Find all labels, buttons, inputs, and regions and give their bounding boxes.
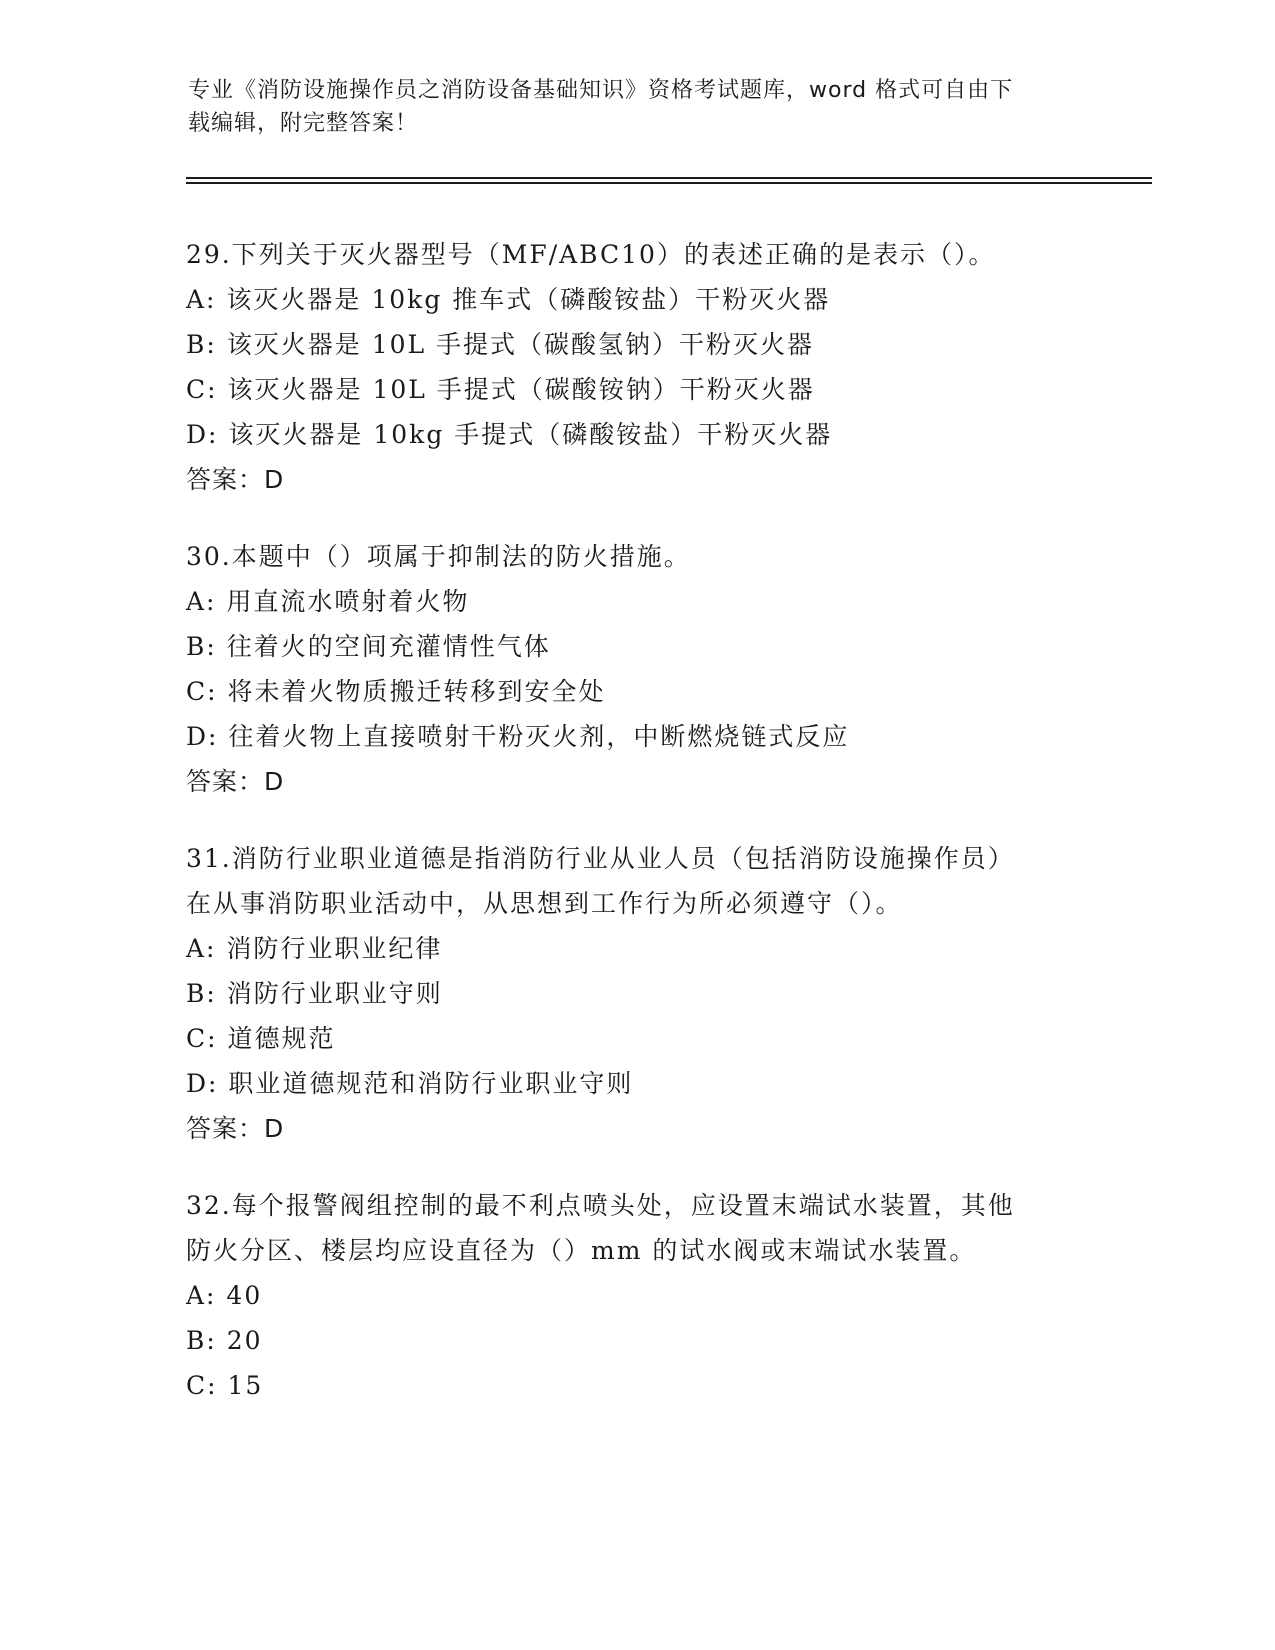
question-stem-line: 32.每个报警阀组控制的最不利点喷头处，应设置末端试水装置，其他: [186, 1191, 1015, 1220]
question-stem-line: 31.消防行业职业道德是指消防行业从业人员（包括消防设施操作员）: [186, 844, 1015, 873]
question-stem: [186, 836, 1086, 926]
option-b: B: 消防行业职业守则: [186, 979, 443, 1008]
option-b: B: 往着火的空间充灌情性气体: [186, 632, 551, 661]
question-stem-line: 防火分区、楼层均应设直径为（）mm 的试水阀或末端试水装置。: [186, 1236, 977, 1265]
document-header: [188, 74, 1088, 140]
answer: 答案：D: [186, 465, 285, 494]
option-c: C: 15: [186, 1371, 264, 1400]
option-b: B: 20: [186, 1326, 263, 1355]
header-divider-bottom: [186, 182, 1152, 184]
question-stem: [186, 232, 1086, 277]
question-stem-line: 29.下列关于灭火器型号（MF/ABC10）的表述正确的是表示（）。: [186, 240, 996, 269]
option-c: C: 该灭火器是 10L 手提式（碳酸铵钠）干粉灭火器: [186, 375, 815, 404]
question-stem-line: 在从事消防职业活动中，从思想到工作行为所必须遵守（）。: [186, 889, 903, 918]
header-line-2: 载编辑，附完整答案！: [188, 111, 419, 136]
option-c: C: 道德规范: [186, 1024, 336, 1053]
option-a: A: 该灭火器是 10kg 推车式（磷酸铵盐）干粉灭火器: [186, 285, 831, 314]
question-list: [186, 232, 1086, 1440]
header-line-1: 专业《消防设施操作员之消防设备基础知识》资格考试题库，word 格式可自由下: [188, 78, 1014, 103]
answer: 答案：D: [186, 1114, 285, 1143]
question-stem: [186, 534, 1086, 579]
question-stem: [186, 1183, 1086, 1273]
option-d: D: 职业道德规范和消防行业职业守则: [186, 1069, 634, 1098]
question-31: [186, 836, 1086, 1151]
option-b: B: 该灭火器是 10L 手提式（碳酸氢钠）干粉灭火器: [186, 330, 815, 359]
option-c: C: 将未着火物质搬迁转移到安全处: [186, 677, 606, 706]
option-d: D: 往着火物上直接喷射干粉灭火剂，中断燃烧链式反应: [186, 722, 850, 751]
question-30: [186, 534, 1086, 804]
option-a: A: 用直流水喷射着火物: [186, 587, 470, 616]
option-a: A: 40: [186, 1281, 263, 1310]
answer: 答案：D: [186, 767, 285, 796]
option-d: D: 该灭火器是 10kg 手提式（磷酸铵盐）干粉灭火器: [186, 420, 833, 449]
question-stem-line: 30.本题中（）项属于抑制法的防火措施。: [186, 542, 691, 571]
option-a: A: 消防行业职业纪律: [186, 934, 443, 963]
question-29: [186, 232, 1086, 502]
question-32: [186, 1183, 1086, 1408]
header-divider-top: [186, 177, 1152, 179]
